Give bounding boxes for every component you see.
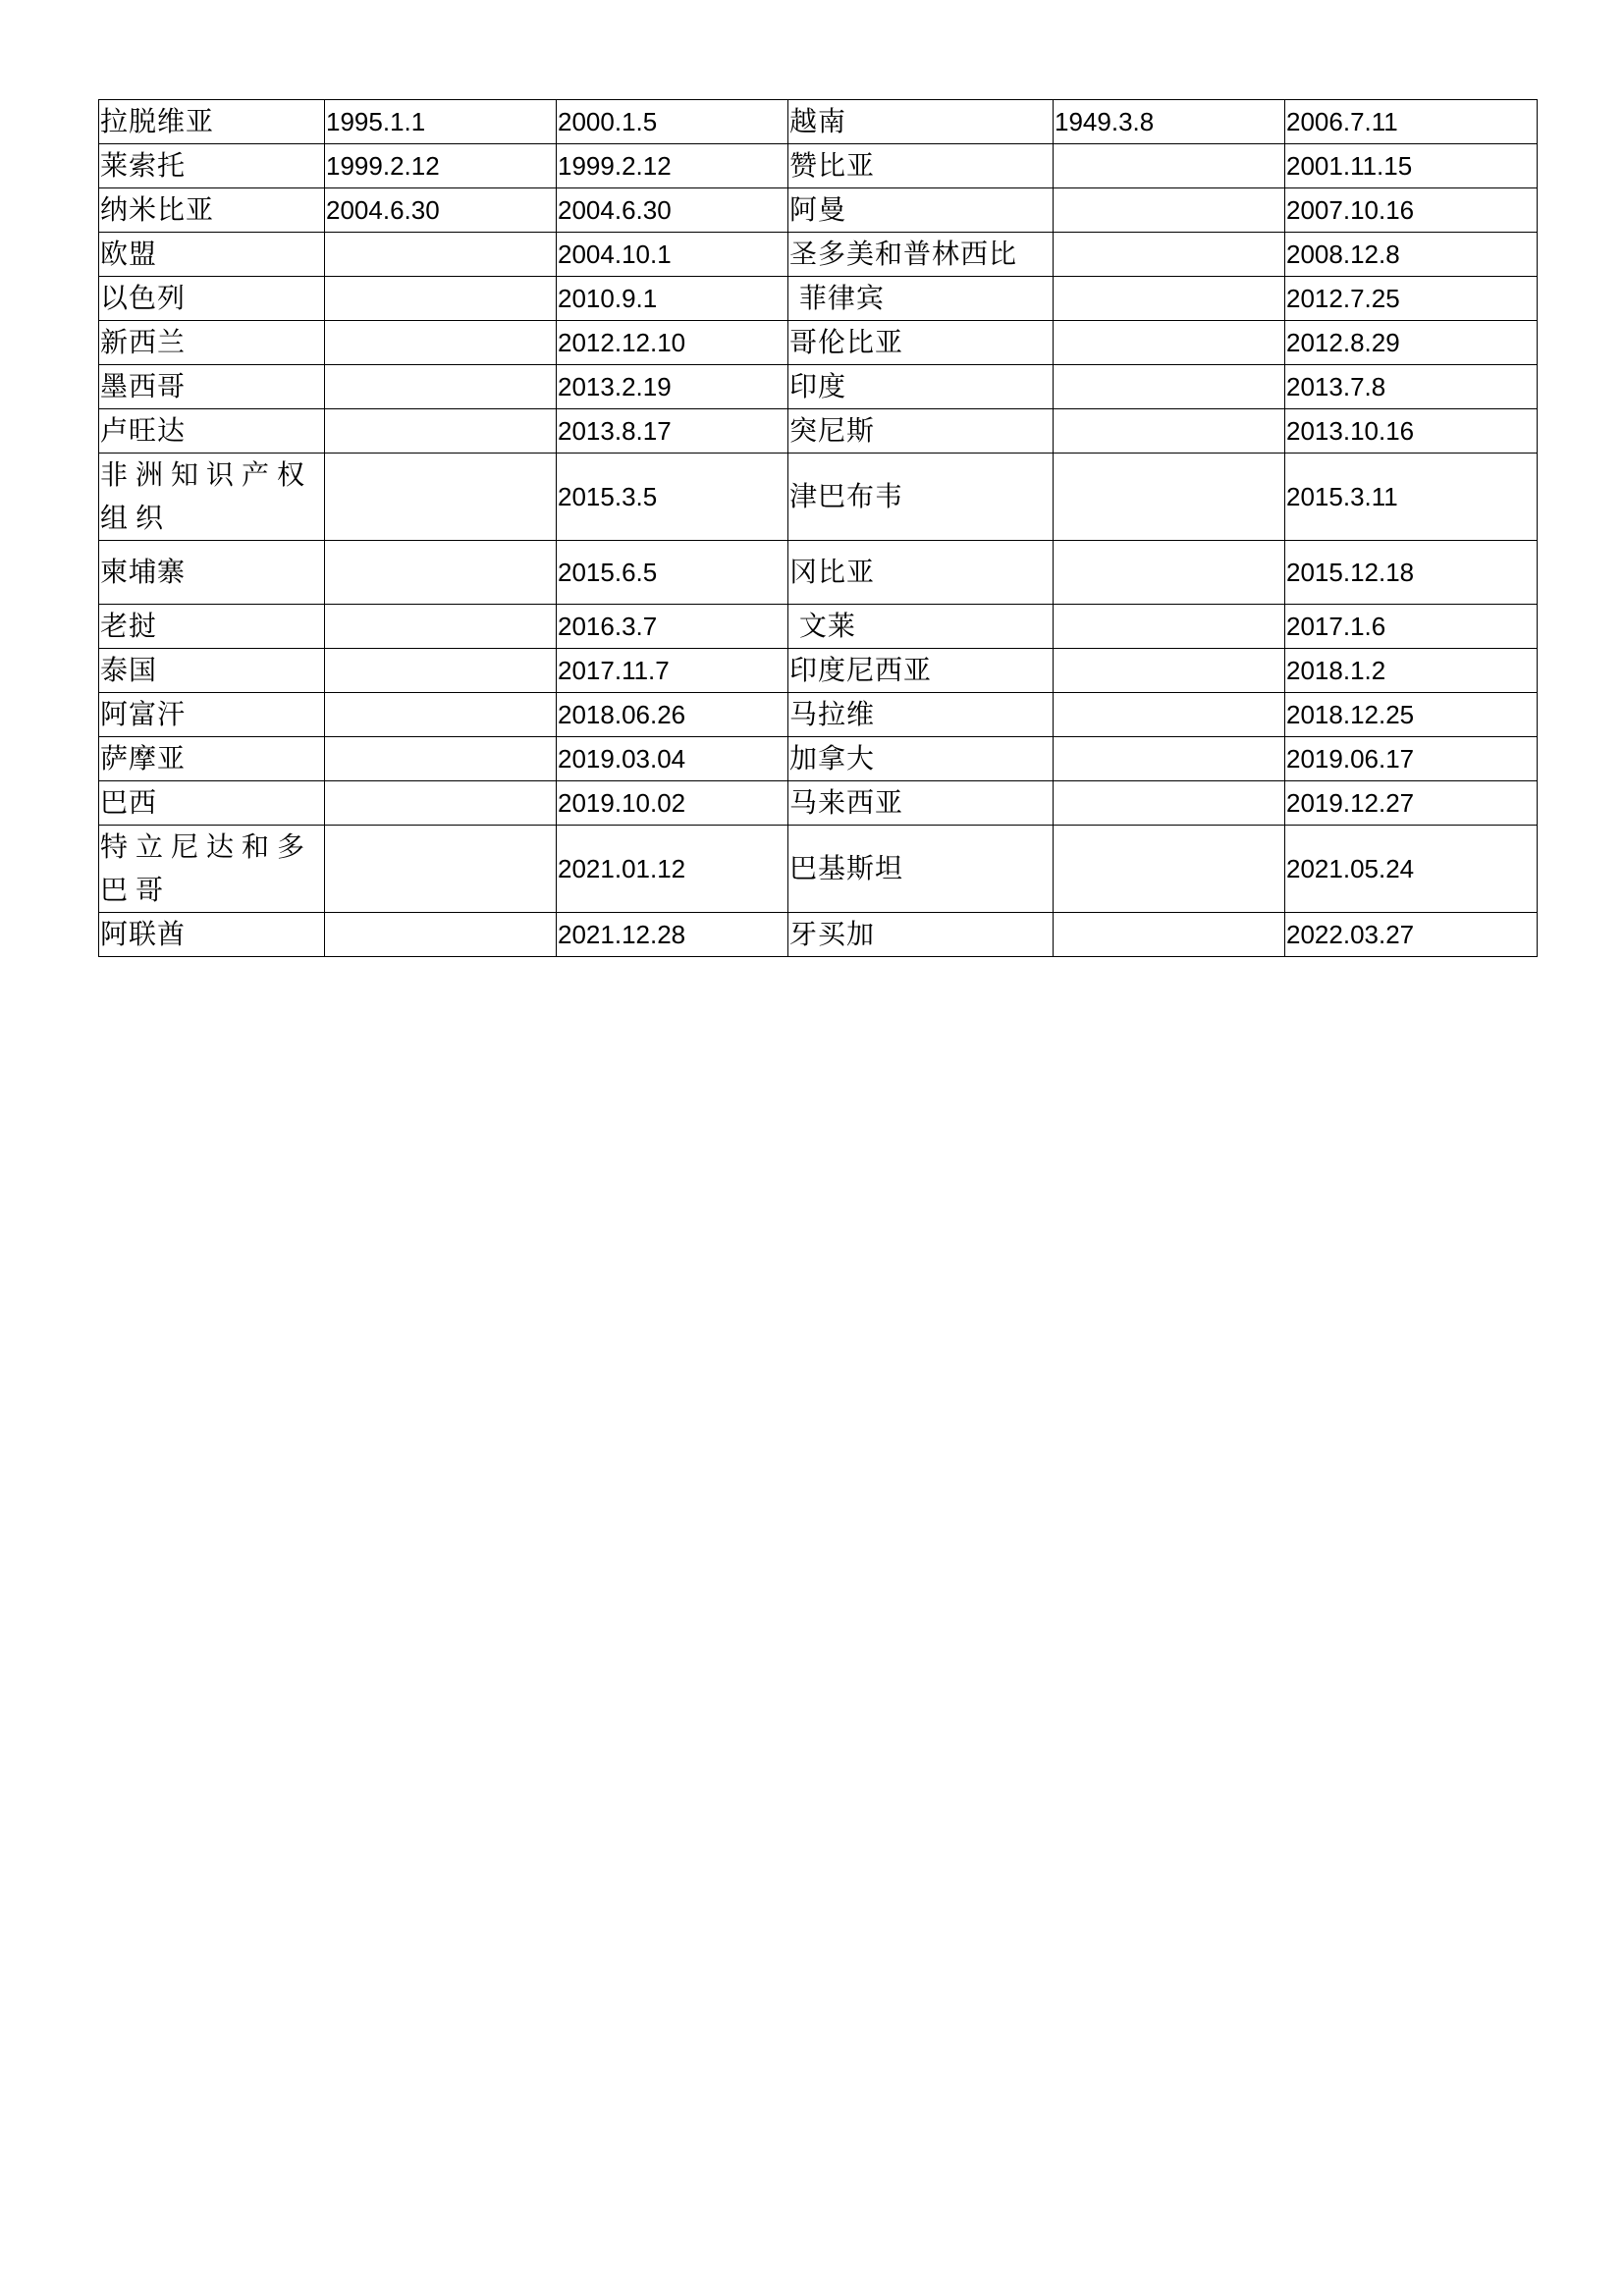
table-cell: 2007.10.16: [1285, 188, 1538, 233]
table-cell: 老挝: [99, 605, 325, 649]
table-cell: 2022.03.27: [1285, 913, 1538, 957]
table-cell: 阿联酋: [99, 913, 325, 957]
table-cell: [325, 781, 557, 826]
table-cell: 2000.1.5: [557, 100, 788, 144]
table-cell: [1054, 454, 1285, 541]
table-row: [99, 541, 1538, 605]
table-row: [99, 365, 1538, 409]
table-cell: 菲律宾: [788, 277, 1054, 321]
treaty-dates-table: [98, 99, 1538, 957]
table-cell: 2021.12.28: [557, 913, 788, 957]
table-cell: 2010.9.1: [557, 277, 788, 321]
table-cell: 2019.10.02: [557, 781, 788, 826]
table-cell: 2019.12.27: [1285, 781, 1538, 826]
table-cell: 2017.1.6: [1285, 605, 1538, 649]
table-cell: [1054, 321, 1285, 365]
table-cell: 赞比亚: [788, 144, 1054, 188]
table-cell: [1054, 826, 1285, 913]
table-cell: 2012.7.25: [1285, 277, 1538, 321]
table-cell: 越南: [788, 100, 1054, 144]
table-cell: 2016.3.7: [557, 605, 788, 649]
table-cell: 马来西亚: [788, 781, 1054, 826]
table-cell: 2013.8.17: [557, 409, 788, 454]
table-cell: 莱索托: [99, 144, 325, 188]
table-cell: [1054, 781, 1285, 826]
table-cell: 2019.03.04: [557, 737, 788, 781]
table-cell: 阿富汗: [99, 693, 325, 737]
table-cell: [325, 737, 557, 781]
table-cell: [1054, 409, 1285, 454]
table-cell: 2015.3.11: [1285, 454, 1538, 541]
table-cell: [325, 693, 557, 737]
table-cell: 巴基斯坦: [788, 826, 1054, 913]
table-cell: [325, 541, 557, 605]
table-row: [99, 321, 1538, 365]
table-cell: 阿曼: [788, 188, 1054, 233]
table-cell: 2021.05.24: [1285, 826, 1538, 913]
table-cell: 冈比亚: [788, 541, 1054, 605]
table-cell: [325, 826, 557, 913]
table-cell: [1054, 188, 1285, 233]
table-cell: [1054, 365, 1285, 409]
table-row: [99, 693, 1538, 737]
table-cell: 1995.1.1: [325, 100, 557, 144]
table-row: [99, 100, 1538, 144]
table-cell: [1054, 913, 1285, 957]
table-cell: [325, 365, 557, 409]
table-cell: 2001.11.15: [1285, 144, 1538, 188]
table-cell: 2019.06.17: [1285, 737, 1538, 781]
table-cell: 加拿大: [788, 737, 1054, 781]
table-cell: [1054, 277, 1285, 321]
table-cell: 文莱: [788, 605, 1054, 649]
table-row: [99, 144, 1538, 188]
table-cell: 2018.06.26: [557, 693, 788, 737]
table-cell: 2004.6.30: [557, 188, 788, 233]
table-cell: 巴西: [99, 781, 325, 826]
table-cell: [1054, 541, 1285, 605]
table-cell: [1054, 233, 1285, 277]
table-row: [99, 277, 1538, 321]
table-row: [99, 233, 1538, 277]
table-cell: 以色列: [99, 277, 325, 321]
table-cell: 2018.12.25: [1285, 693, 1538, 737]
table-cell: 1999.2.12: [557, 144, 788, 188]
table-cell: 拉脱维亚: [99, 100, 325, 144]
table-cell: 2017.11.7: [557, 649, 788, 693]
table-cell: [1054, 605, 1285, 649]
table-cell: 2006.7.11: [1285, 100, 1538, 144]
table-cell: 特立尼达和多巴哥: [99, 826, 325, 913]
table-cell: 印度尼西亚: [788, 649, 1054, 693]
table-cell: 2013.7.8: [1285, 365, 1538, 409]
table-cell: [1054, 649, 1285, 693]
table-cell: [325, 913, 557, 957]
table-cell: [1054, 693, 1285, 737]
table-cell: 萨摩亚: [99, 737, 325, 781]
table-cell: 2004.10.1: [557, 233, 788, 277]
table-row: [99, 409, 1538, 454]
table-cell: 津巴布韦: [788, 454, 1054, 541]
table-cell: [325, 321, 557, 365]
table-cell: [325, 409, 557, 454]
table-row: [99, 454, 1538, 541]
table-cell: 新西兰: [99, 321, 325, 365]
table-cell: 1999.2.12: [325, 144, 557, 188]
table-cell: 2012.8.29: [1285, 321, 1538, 365]
table-cell: [1054, 737, 1285, 781]
table-cell: 墨西哥: [99, 365, 325, 409]
table-cell: 突尼斯: [788, 409, 1054, 454]
table-cell: 牙买加: [788, 913, 1054, 957]
table-row: [99, 649, 1538, 693]
table-cell: [325, 454, 557, 541]
table-cell: 2021.01.12: [557, 826, 788, 913]
table-cell: 2008.12.8: [1285, 233, 1538, 277]
table-cell: 圣多美和普林西比: [788, 233, 1054, 277]
table-cell: 非洲知识产权组织: [99, 454, 325, 541]
table-cell: [1054, 144, 1285, 188]
table-row: [99, 605, 1538, 649]
table-cell: [325, 605, 557, 649]
table-cell: 柬埔寨: [99, 541, 325, 605]
table-row: [99, 781, 1538, 826]
table-cell: 纳米比亚: [99, 188, 325, 233]
table-cell: 欧盟: [99, 233, 325, 277]
table-cell: 2015.12.18: [1285, 541, 1538, 605]
table-cell: 2015.6.5: [557, 541, 788, 605]
table-cell: 2004.6.30: [325, 188, 557, 233]
table-cell: [325, 233, 557, 277]
table-cell: 2013.10.16: [1285, 409, 1538, 454]
table-cell: 2012.12.10: [557, 321, 788, 365]
table-cell: 2013.2.19: [557, 365, 788, 409]
table-cell: 哥伦比亚: [788, 321, 1054, 365]
table-row: [99, 826, 1538, 913]
table-cell: 马拉维: [788, 693, 1054, 737]
table-cell: 2018.1.2: [1285, 649, 1538, 693]
table-cell: 卢旺达: [99, 409, 325, 454]
table-cell: 2015.3.5: [557, 454, 788, 541]
table-cell: 1949.3.8: [1054, 100, 1285, 144]
table-cell: 泰国: [99, 649, 325, 693]
table-cell: [325, 649, 557, 693]
table-row: [99, 737, 1538, 781]
table-row: [99, 913, 1538, 957]
table-row: [99, 188, 1538, 233]
table-cell: [325, 277, 557, 321]
table-cell: 印度: [788, 365, 1054, 409]
